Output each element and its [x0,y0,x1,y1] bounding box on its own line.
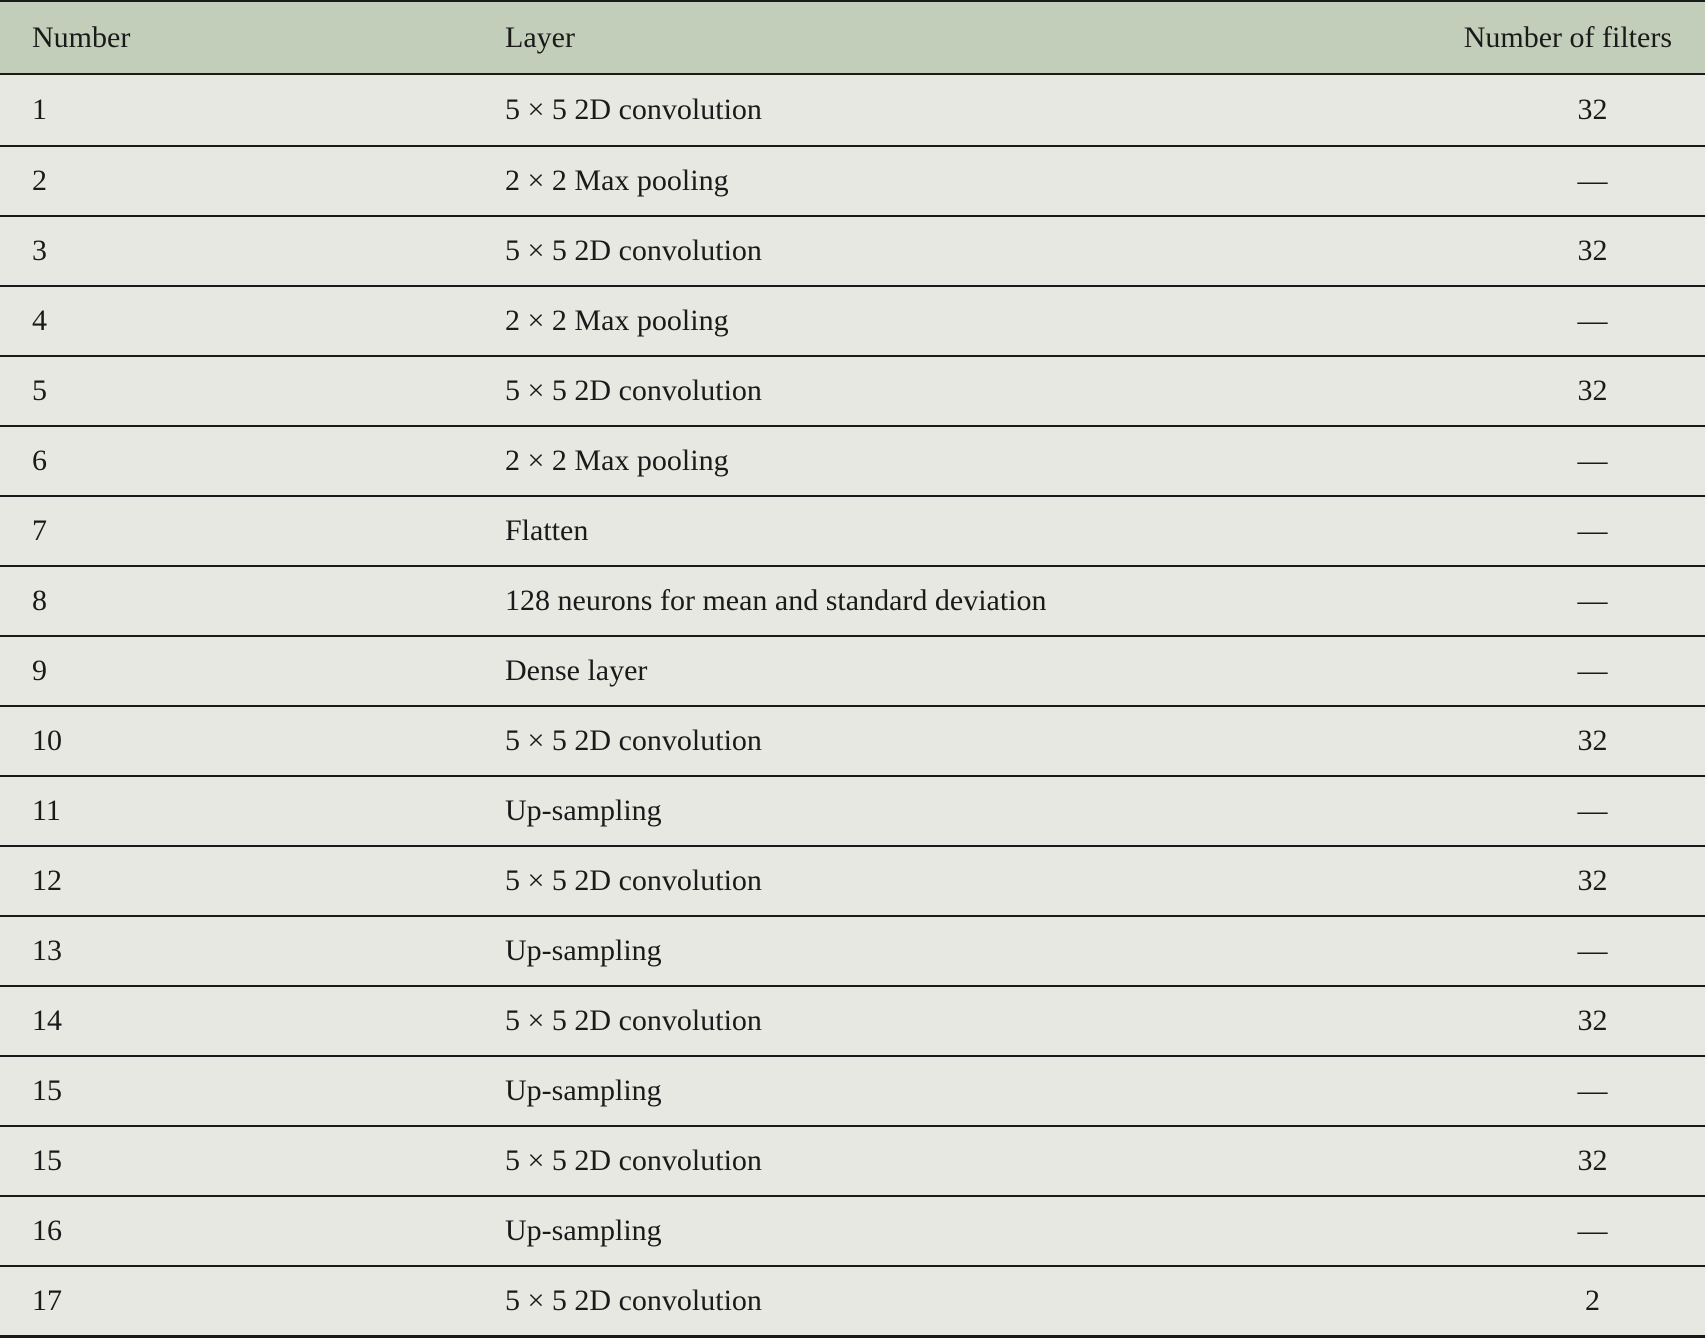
cell-layer: 5 × 5 2D convolution [505,74,1375,146]
cell-number: 5 [0,356,505,426]
table-row [0,426,1705,496]
cell-filters: — [1375,566,1705,636]
cell-filters: 32 [1375,986,1705,1056]
table-row [0,356,1705,426]
cell-layer: Up-sampling [505,916,1375,986]
table-row [0,916,1705,986]
header-layer: Layer [505,1,1375,74]
cell-filters: — [1375,916,1705,986]
cell-layer: 5 × 5 2D convolution [505,706,1375,776]
cell-number: 1 [0,74,505,146]
cell-number: 15 [0,1126,505,1196]
table-row [0,1266,1705,1337]
cell-filters: — [1375,1196,1705,1266]
table-row [0,986,1705,1056]
cell-filters: 32 [1375,706,1705,776]
table-row [0,776,1705,846]
header-filters: Number of filters [1375,1,1705,74]
cell-number: 7 [0,496,505,566]
cell-layer: Up-sampling [505,1196,1375,1266]
cell-number: 8 [0,566,505,636]
cell-layer: 5 × 5 2D convolution [505,846,1375,916]
cell-number: 15 [0,1056,505,1126]
cell-number: 4 [0,286,505,356]
table-row [0,216,1705,286]
cell-filters: — [1375,496,1705,566]
header-number: Number [0,1,505,74]
cell-filters: 32 [1375,216,1705,286]
cell-layer: 128 neurons for mean and standard deviation [505,566,1375,636]
cell-layer: Flatten [505,496,1375,566]
table-row [0,566,1705,636]
cell-filters: 32 [1375,356,1705,426]
cell-filters: — [1375,146,1705,216]
cell-layer: Up-sampling [505,1056,1375,1126]
cell-filters: 32 [1375,846,1705,916]
table-row [0,1126,1705,1196]
cell-filters: — [1375,286,1705,356]
table-row [0,496,1705,566]
cell-filters: — [1375,1056,1705,1126]
cell-layer: 2 × 2 Max pooling [505,426,1375,496]
cell-filters: — [1375,426,1705,496]
table-row [0,706,1705,776]
cell-number: 14 [0,986,505,1056]
cell-layer: 2 × 2 Max pooling [505,146,1375,216]
cell-filters: — [1375,776,1705,846]
cell-filters: 32 [1375,74,1705,146]
cell-layer: Dense layer [505,636,1375,706]
table-row [0,1056,1705,1126]
cell-layer: 5 × 5 2D convolution [505,1266,1375,1337]
cell-number: 2 [0,146,505,216]
table-row [0,74,1705,146]
table-row [0,1196,1705,1266]
table-row [0,846,1705,916]
cell-layer: 5 × 5 2D convolution [505,1126,1375,1196]
cell-number: 9 [0,636,505,706]
table-body [0,74,1705,1337]
cell-layer: Up-sampling [505,776,1375,846]
cell-number: 10 [0,706,505,776]
cell-number: 17 [0,1266,505,1337]
header-row [0,1,1705,74]
table-row [0,636,1705,706]
cell-number: 16 [0,1196,505,1266]
cell-number: 3 [0,216,505,286]
table-row [0,146,1705,216]
cell-number: 11 [0,776,505,846]
cell-layer: 5 × 5 2D convolution [505,356,1375,426]
cell-filters: — [1375,636,1705,706]
table-row [0,286,1705,356]
cell-filters: 2 [1375,1266,1705,1337]
cell-number: 12 [0,846,505,916]
cell-layer: 5 × 5 2D convolution [505,216,1375,286]
cell-number: 13 [0,916,505,986]
cell-layer: 2 × 2 Max pooling [505,286,1375,356]
cell-number: 6 [0,426,505,496]
cell-filters: 32 [1375,1126,1705,1196]
cell-layer: 5 × 5 2D convolution [505,986,1375,1056]
table-header [0,1,1705,74]
